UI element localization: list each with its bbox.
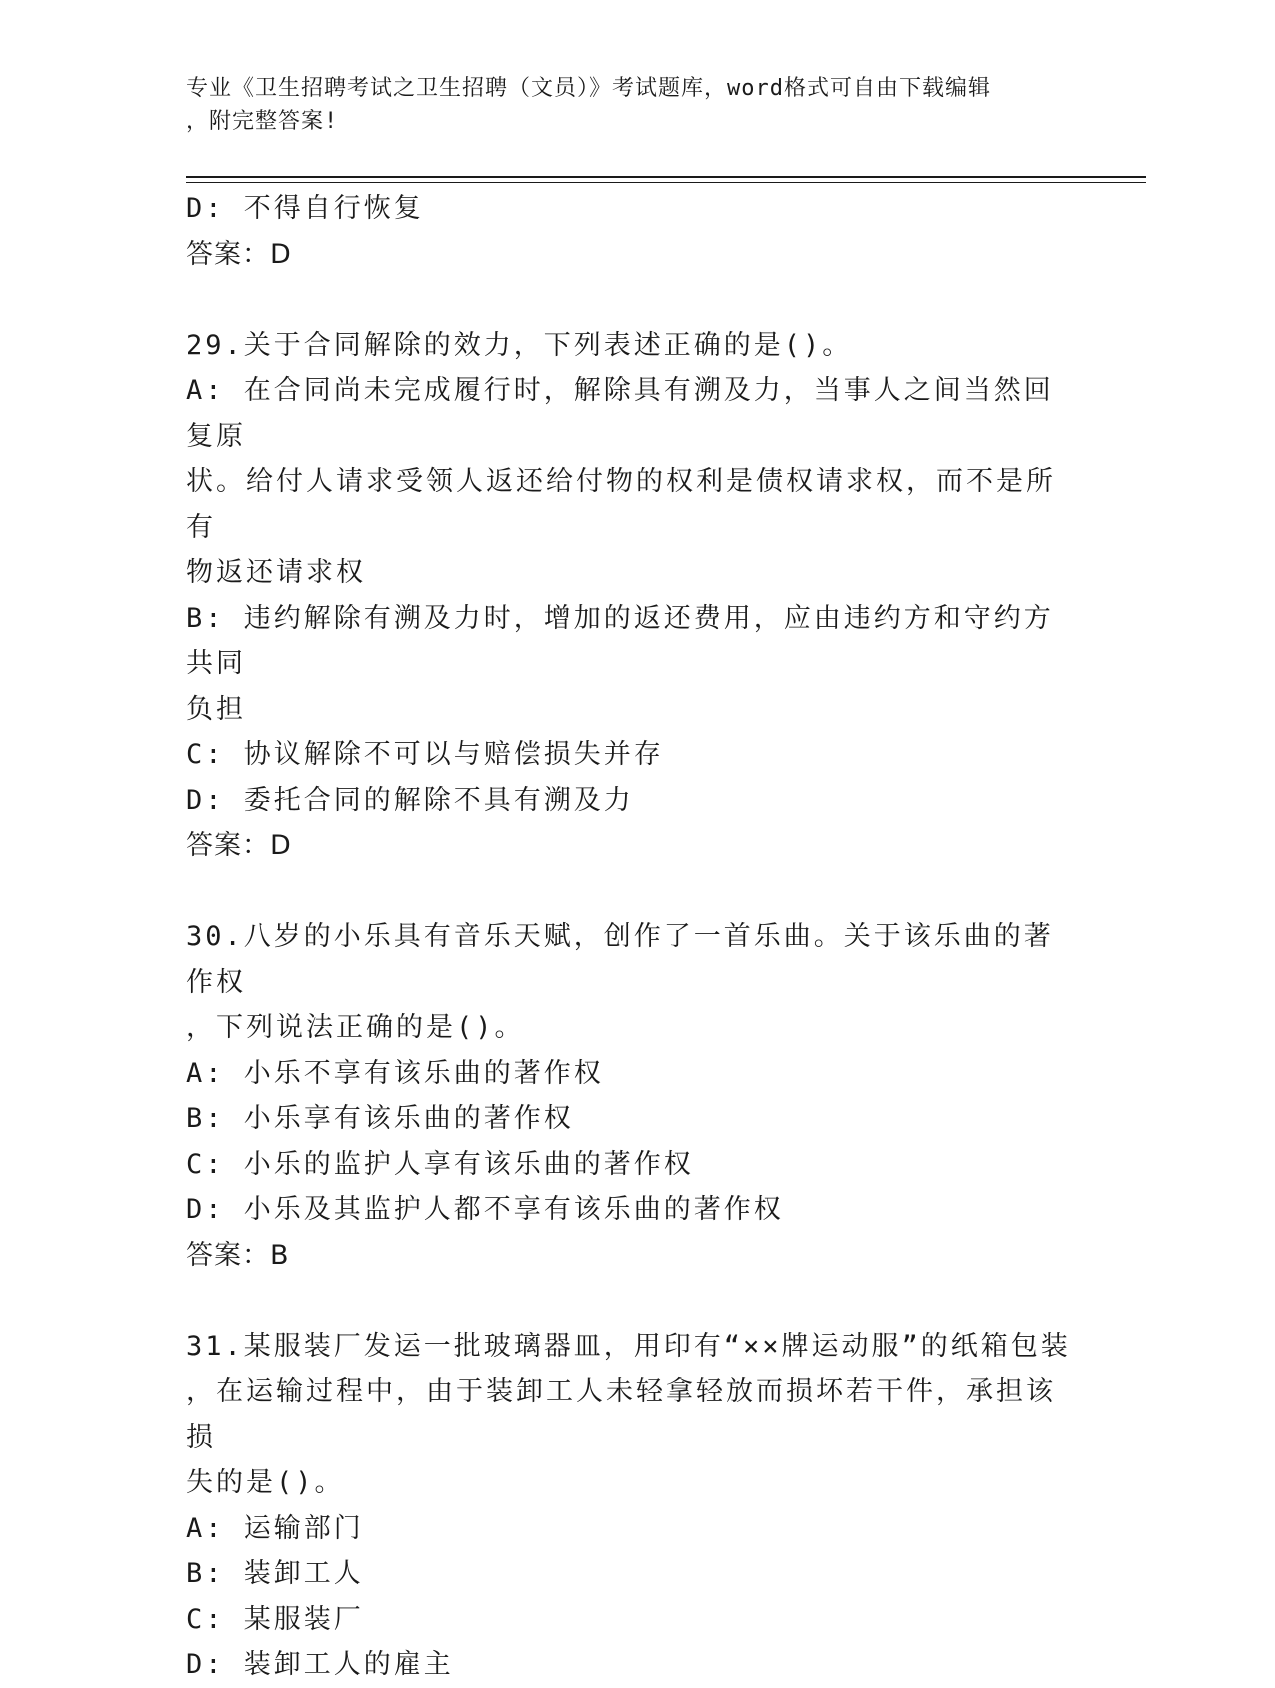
header-divider-thin	[186, 182, 1146, 183]
header-divider-thick	[186, 176, 1146, 178]
option-c: C: 小乐的监护人享有该乐曲的著作权	[186, 1148, 694, 1180]
option-a-line-1: A: 在合同尚未完成履行时，解除具有溯及力，当事人之间当然回复原	[186, 375, 1054, 452]
spacer	[186, 869, 1076, 915]
option-a: A: 运输部门	[186, 1512, 364, 1544]
option-b-line-1: B: 违约解除有溯及力时，增加的返还费用，应由违约方和守约方共同	[186, 602, 1054, 679]
question-stem: 29.关于合同解除的效力，下列表述正确的是()。	[186, 329, 853, 361]
header-line-2: ，附完整答案!	[186, 109, 339, 134]
carryover-question	[186, 186, 1076, 277]
question-29	[186, 323, 1076, 869]
question-stem-line-2: ，在运输过程中，由于装卸工人未轻拿轻放而损坏若干件，承担该损	[186, 1376, 1056, 1453]
spacer	[186, 277, 1076, 323]
option-d: D: 装卸工人的雇主	[186, 1649, 454, 1680]
question-stem-line-1: 30.八岁的小乐具有音乐天赋，创作了一首乐曲。关于该乐曲的著作权	[186, 921, 1054, 998]
page-header	[186, 72, 1066, 138]
question-30	[186, 914, 1076, 1278]
question-31	[186, 1324, 1076, 1688]
option-c: C: 协议解除不可以与赔偿损失并存	[186, 739, 664, 770]
option-b: B: 小乐享有该乐曲的著作权	[186, 1103, 574, 1134]
answer-line: 答案：B	[186, 1239, 290, 1271]
question-list	[186, 186, 1076, 1688]
option-b-line-2: 负担	[186, 693, 246, 725]
question-stem-line-1: 31.某服装厂发运一批玻璃器皿，用印有“××牌运动服”的纸箱包装	[186, 1330, 1071, 1362]
option-a-line-2: 状。给付人请求受领人返还给付物的权利是债权请求权，而不是所有	[186, 466, 1056, 543]
header-line-1: 专业《卫生招聘考试之卫生招聘（文员）》考试题库，word格式可自由下载编辑	[186, 76, 991, 101]
option-b: B: 装卸工人	[186, 1558, 364, 1589]
question-stem-line-2: ，下列说法正确的是()。	[186, 1012, 525, 1043]
question-stem-line-3: 失的是()。	[186, 1467, 345, 1498]
option-a-line-3: 物返还请求权	[186, 557, 366, 588]
option-a: A: 小乐不享有该乐曲的著作权	[186, 1057, 604, 1089]
answer-line: 答案：D	[186, 830, 292, 861]
option-d: D: 不得自行恢复	[186, 193, 424, 224]
option-c: C: 某服装厂	[186, 1603, 364, 1635]
option-d: D: 小乐及其监护人都不享有该乐曲的著作权	[186, 1194, 784, 1225]
spacer	[186, 1278, 1076, 1324]
option-d: D: 委托合同的解除不具有溯及力	[186, 784, 634, 816]
answer-line: 答案：D	[186, 238, 292, 270]
